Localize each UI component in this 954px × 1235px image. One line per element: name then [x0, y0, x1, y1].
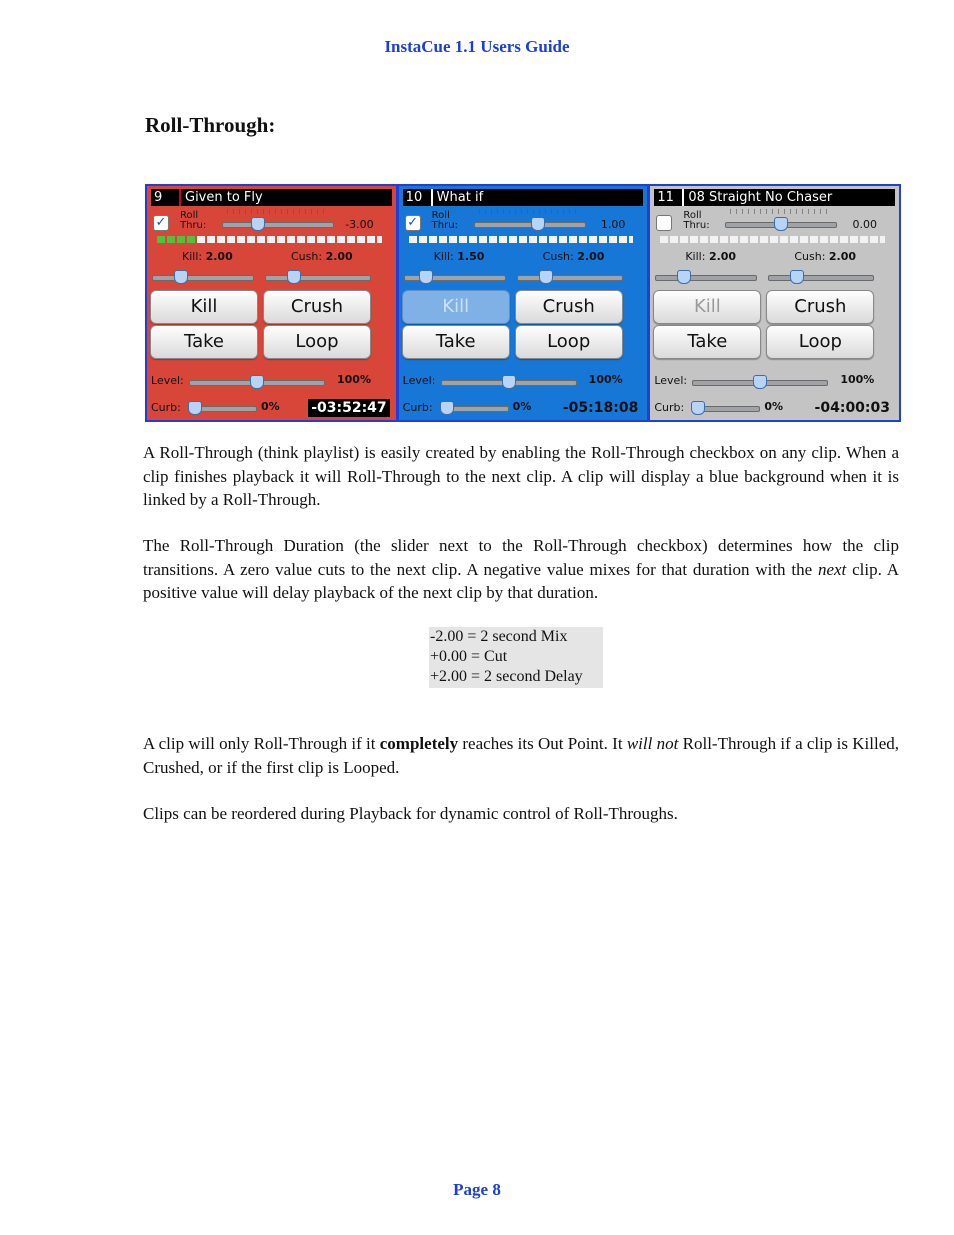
clip-header: [654, 189, 895, 206]
clip-panel-11: [650, 186, 899, 420]
roll-thru-slider[interactable]: [474, 222, 586, 228]
clip-panel-9: [147, 186, 396, 420]
cush-slider[interactable]: [517, 275, 623, 281]
crush-button[interactable]: Crush: [515, 290, 623, 324]
level-slider[interactable]: [441, 380, 577, 386]
curb-label: Curb:: [654, 401, 685, 414]
paragraph-reorder: Clips can be reordered during Playback for dynamic control of Roll-Throughs.: [143, 804, 678, 823]
paragraph-roll-through-conditions: A clip will only Roll-Through if it completely reaches its Out Point. It will not Roll-Through if a clip is Killed, Crushed, or if the first clip is Looped.: [143, 734, 900, 777]
slider-knob[interactable]: [188, 401, 202, 415]
clip-header: [403, 189, 644, 206]
roll-thru-value: -3.00: [345, 218, 374, 231]
roll-thru-value: 0.00: [852, 218, 878, 231]
cush-label: Cush: 2.00: [794, 250, 857, 263]
slider-knob[interactable]: [790, 270, 804, 284]
curb-label: Curb:: [151, 401, 181, 414]
curb-value: 0%: [261, 400, 280, 413]
slider-knob[interactable]: [250, 375, 264, 389]
level-label: Level:: [402, 374, 436, 387]
clip-name[interactable]: What if: [436, 190, 484, 205]
cush-slider[interactable]: [265, 275, 371, 281]
slider-knob[interactable]: [174, 270, 188, 284]
roll-thru-label: Roll Thru:: [683, 210, 710, 231]
duration-row: -2.00 = 2 second Mix: [430, 628, 568, 645]
duration-row: +2.00 = 2 second Delay: [430, 668, 583, 685]
slider-knob[interactable]: [691, 401, 705, 415]
loop-button[interactable]: Loop: [515, 325, 623, 359]
curb-slider[interactable]: [692, 406, 760, 412]
take-button[interactable]: Take: [653, 325, 761, 359]
remaining-time: -03:52:47: [308, 399, 389, 417]
level-label: Level:: [151, 374, 184, 387]
crush-button[interactable]: Crush: [766, 290, 874, 324]
loop-button[interactable]: Loop: [263, 325, 371, 359]
clip-name[interactable]: 08 Straight No Chaser: [688, 190, 833, 205]
remaining-time: -05:18:08: [562, 400, 639, 416]
curb-value: 0%: [512, 400, 532, 413]
level-value: 100%: [588, 373, 623, 386]
kill-slider[interactable]: [655, 275, 757, 281]
slider-ticks: [227, 209, 327, 214]
curb-label: Curb:: [402, 401, 433, 414]
clip-header: [151, 189, 392, 206]
roll-thru-label: Roll Thru:: [431, 210, 458, 231]
kill-button[interactable]: Kill: [150, 290, 258, 324]
paragraph-roll-through-duration: The Roll-Through Duration (the slider next to the Roll-Through checkbox) determines how the clip transitions. A zero value cuts to the next clip. A negative value mixes for that duration with the next clip. A positive value will delay playback of the next clip by that duration.: [143, 536, 899, 602]
clip-name[interactable]: Given to Fly: [185, 190, 263, 205]
slider-knob[interactable]: [287, 270, 301, 284]
curb-slider[interactable]: [441, 406, 509, 412]
clip-number: 10: [403, 189, 433, 206]
roll-thru-slider[interactable]: [725, 222, 837, 228]
kill-button[interactable]: Kill: [402, 290, 510, 324]
level-label: Level:: [654, 374, 688, 387]
slider-knob[interactable]: [753, 375, 767, 389]
kill-label: Kill: 1.50: [433, 250, 485, 263]
paragraph-roll-through-intro: A Roll-Through (think playlist) is easily created by enabling the Roll-Through checkbox on any clip. When a clip finishes playback it will Roll-Through to the next clip. A clip will display a blue background when it is linked by a Roll-Through.: [143, 443, 899, 509]
kill-button[interactable]: Kill: [653, 290, 761, 324]
cush-label: Cush: 2.00: [542, 250, 605, 263]
level-value: 100%: [840, 373, 875, 386]
clip-number: 9: [151, 189, 181, 206]
kill-slider[interactable]: [152, 275, 254, 281]
kill-slider[interactable]: [404, 275, 506, 281]
slider-knob[interactable]: [419, 270, 433, 284]
level-slider[interactable]: [189, 380, 325, 386]
slider-knob[interactable]: [440, 401, 454, 415]
roll-thru-slider[interactable]: [222, 222, 334, 228]
slider-knob[interactable]: [539, 270, 553, 284]
duration-row: +0.00 = Cut: [430, 648, 508, 665]
audio-meter: [409, 236, 634, 243]
crush-button[interactable]: Crush: [263, 290, 371, 324]
loop-button[interactable]: Loop: [766, 325, 874, 359]
roll-through-checkbox[interactable]: ✓: [153, 215, 169, 231]
level-value: 100%: [337, 373, 371, 386]
kill-label: Kill: 2.00: [182, 250, 233, 263]
page-number: Page 8: [453, 1180, 501, 1199]
slider-knob[interactable]: [531, 217, 545, 231]
cush-slider[interactable]: [768, 275, 874, 281]
page-header: InstaCue 1.1 Users Guide: [384, 37, 570, 56]
roll-through-checkbox[interactable]: ✓: [405, 215, 421, 231]
remaining-time: -04:00:03: [814, 400, 891, 416]
slider-knob[interactable]: [774, 217, 788, 231]
clip-panel-10: [399, 186, 648, 420]
clip-panels: [145, 184, 901, 422]
kill-label: Kill: 2.00: [685, 250, 737, 263]
curb-slider[interactable]: [189, 406, 257, 412]
audio-meter: [660, 236, 885, 243]
section-title: Roll-Through:: [145, 113, 276, 137]
slider-ticks: [730, 209, 830, 214]
slider-knob[interactable]: [251, 217, 265, 231]
take-button[interactable]: Take: [150, 325, 258, 359]
slider-knob[interactable]: [677, 270, 691, 284]
duration-table: [429, 627, 603, 688]
level-slider[interactable]: [692, 380, 828, 386]
audio-meter-active: [157, 236, 195, 243]
slider-knob[interactable]: [502, 375, 516, 389]
clip-number: 11: [654, 189, 684, 206]
curb-value: 0%: [764, 400, 784, 413]
roll-thru-label: Roll Thru:: [180, 210, 207, 231]
roll-through-checkbox[interactable]: [656, 215, 672, 231]
take-button[interactable]: Take: [402, 325, 510, 359]
slider-ticks: [479, 209, 579, 214]
roll-thru-value: 1.00: [600, 218, 626, 231]
cush-label: Cush: 2.00: [291, 250, 353, 263]
